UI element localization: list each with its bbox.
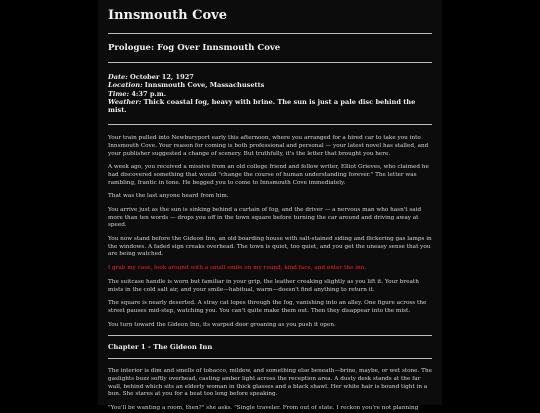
story-paragraph: "You'll be wanting a room, then?" she asks. "Single traveler. From out of state. I reckon you're not planning <box>108 405 419 412</box>
story-content <box>98 0 442 413</box>
story-title: Innsmouth Cove <box>108 8 228 23</box>
date-value: October 12, 1927 <box>129 73 194 81</box>
story-paragraph: The square is nearly deserted. A stray cat lopes through the fog, vanishing into an alley. One figure across the street pauses mid-step, watching you. You can't quite make them out. Then they disappear into the mist. <box>108 300 427 314</box>
date-row <box>108 73 432 81</box>
prologue-title: Prologue: Fog Over Innsmouth Cove <box>108 43 281 53</box>
player-action: I grab my case, look around with a small smile on my round, kind face, and enter the inn. <box>108 265 367 272</box>
title-divider <box>108 33 432 34</box>
location-label: Location: <box>108 81 143 90</box>
right-margin <box>442 0 540 405</box>
chapter-divider-top <box>108 335 432 336</box>
story-paragraph: You arrive just as the sun is sinking behind a curtain of fog, and the driver — a nervous man who hasn't said more than ten words — drops you off in the town square before turning the car around and driving away at speed. <box>108 207 422 229</box>
location-value: Innsmouth Cove, Massachusetts <box>144 81 265 90</box>
meta-divider <box>108 124 432 125</box>
story-paragraph: You now stand before the Gideon Inn, an old boarding house with salt-stained siding and flickering gas lamps in the windows. A faded sign creaks overhead. The town is quiet, too quiet, and you get the uneasy sense that you are being watched. <box>108 236 432 258</box>
left-margin <box>0 0 98 405</box>
weather-value: Thick coastal fog, heavy with brine. The sun is just a pale disc behind the mist. <box>108 97 416 115</box>
story-paragraph: You turn toward the Gideon Inn, its warped door groaning as you push it open. <box>108 321 336 328</box>
story-paragraph: The suitcase handle is worn but familiar in your grip, the leather creaking slightly as you lift it. Your breath mists in the cold salt air, and your smile—habitual, warm—doesn't find anything to return it. <box>108 278 419 293</box>
date-label: Date: <box>108 73 128 81</box>
chapter-divider-bottom <box>108 358 432 359</box>
weather-label: Weather: <box>108 97 142 106</box>
scene-metadata <box>108 73 432 114</box>
story-paragraph: That was the last anyone heard from him. <box>108 193 229 200</box>
story-paragraph: A week ago, you received a missive from an old college friend and fellow writer, Elliot Grieves, who claimed he had discovered something that would "change the course of human understanding forever." The letter was rambling, frantic in tone. He begged you to come to Innsmouth Cove immediately. <box>108 164 429 186</box>
time-value: 4:37 p.m. <box>131 89 167 98</box>
weather-row <box>108 98 432 115</box>
story-column[interactable] <box>98 0 442 412</box>
location-row <box>108 81 432 89</box>
story-paragraph: The interior is dim and smells of tobacco, mildew, and something else beneath—brine, maybe, or wet stone. The gaslights buzz softly overhead, casting amber light across the reception area. A dusty desk stands at the far wall, behind which sits an elderly woman in thick glasses and a black shawl. Her white hair is bound tight in a bun. She stares at you for a beat too long before speaking. <box>108 368 432 398</box>
time-row <box>108 90 432 98</box>
time-label: Time: <box>108 89 130 98</box>
chapter-title: Chapter 1 - The Gideon Inn <box>108 343 213 352</box>
prologue-divider <box>108 62 432 63</box>
story-paragraph: Your train pulled into Newburyport early this afternoon, where you arranged for a hired car to take you into Innsmouth Cove. Your reason for coming is both professional and personal — your latest novel has stalled, and your publisher suggested a change of scenery. But truthfully, it's the letter that brought you here. <box>108 135 429 157</box>
